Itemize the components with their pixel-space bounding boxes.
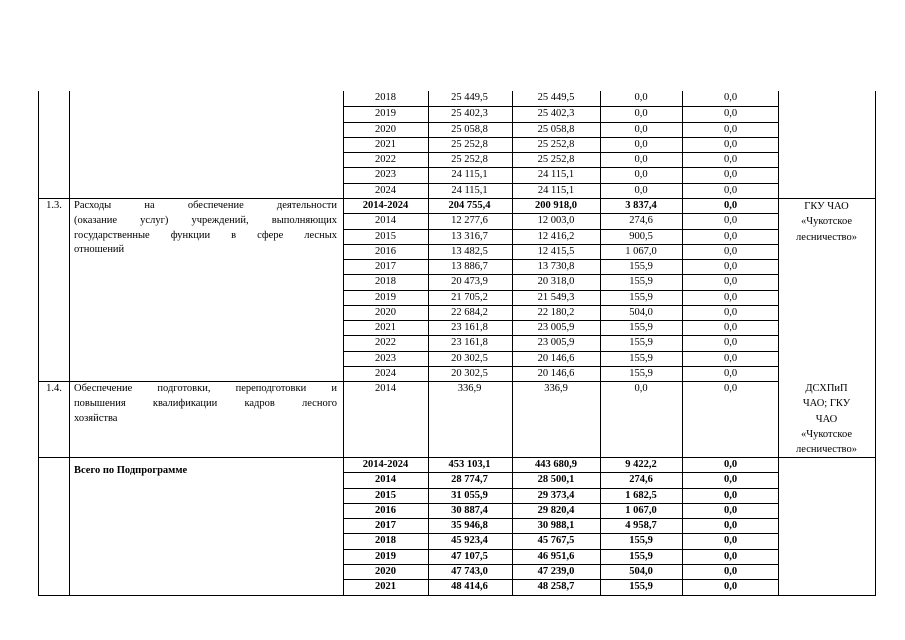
table-row bbox=[344, 183, 779, 199]
funding-b-cell: 900,5 bbox=[629, 230, 653, 242]
table-row bbox=[344, 229, 779, 245]
table-row bbox=[344, 503, 779, 519]
year-cell: 2016 bbox=[375, 504, 396, 516]
year-cell: 2020 bbox=[375, 123, 396, 135]
funding-b-cell: 0,0 bbox=[634, 108, 648, 120]
funding-a-cell: 29 373,4 bbox=[537, 489, 575, 501]
funding-c-cell: 0,0 bbox=[723, 123, 738, 135]
funding-b-cell: 155,9 bbox=[629, 337, 653, 349]
description-line: повышения квалификации кадров лесного bbox=[74, 397, 337, 409]
table-row bbox=[344, 366, 779, 382]
funding-b-cell: 3 837,4 bbox=[625, 200, 657, 211]
year-cell: 2014 bbox=[375, 215, 396, 227]
funding-c-cell: 0,0 bbox=[723, 261, 738, 272]
executor-line: «Чукотское bbox=[801, 428, 852, 440]
funding-c-cell: 0,0 bbox=[723, 306, 738, 318]
funding-c-cell: 0,0 bbox=[723, 383, 738, 394]
year-cell: 2020 bbox=[375, 565, 396, 577]
funding-a-cell: 23 005,9 bbox=[537, 337, 575, 349]
total-cell: 25 402,3 bbox=[451, 108, 488, 120]
budget-table bbox=[38, 91, 876, 596]
year-cell: 2018 bbox=[375, 276, 396, 288]
funding-a-cell: 25 252,8 bbox=[537, 138, 575, 150]
section-description bbox=[74, 199, 337, 258]
table-row bbox=[344, 244, 779, 260]
funding-c-cell: 0,0 bbox=[723, 550, 738, 562]
funding-a-cell: 28 500,1 bbox=[537, 474, 575, 486]
funding-c-cell: 0,0 bbox=[723, 520, 738, 531]
year-cell: 2021 bbox=[375, 138, 396, 150]
year-cell: 2014 bbox=[375, 474, 396, 486]
total-cell: 20 473,9 bbox=[451, 276, 488, 288]
executor-line: «Чукотское bbox=[801, 216, 852, 228]
table-row bbox=[344, 259, 779, 275]
funding-c-cell: 0,0 bbox=[723, 322, 738, 333]
total-cell: 23 161,8 bbox=[451, 337, 488, 349]
total-cell: 336,9 bbox=[457, 383, 482, 394]
year-cell: 2017 bbox=[375, 520, 396, 531]
description-line: хозяйства bbox=[74, 412, 118, 424]
funding-b-cell: 504,0 bbox=[629, 306, 653, 318]
table-row bbox=[344, 335, 779, 351]
total-cell: 12 277,6 bbox=[451, 215, 488, 227]
section-number: 1.4. bbox=[46, 383, 62, 394]
total-cell: 28 774,7 bbox=[451, 474, 488, 486]
funding-b-cell: 155,9 bbox=[629, 276, 653, 288]
year-cell: 2015 bbox=[375, 230, 396, 242]
funding-b-cell: 155,9 bbox=[629, 322, 653, 333]
funding-c-cell: 0,0 bbox=[723, 291, 738, 303]
funding-a-cell: 12 003,0 bbox=[537, 215, 575, 227]
funding-b-cell: 4 958,7 bbox=[625, 520, 657, 531]
funding-b-cell: 155,9 bbox=[629, 261, 653, 272]
funding-a-cell: 29 820,4 bbox=[537, 504, 575, 516]
funding-c-cell: 0,0 bbox=[723, 337, 738, 349]
year-cell: 2018 bbox=[375, 92, 396, 103]
year-cell: 2019 bbox=[375, 550, 396, 562]
funding-a-cell: 22 180,2 bbox=[537, 306, 575, 318]
year-cell: 2023 bbox=[375, 352, 396, 364]
year-cell: 2021 bbox=[375, 322, 396, 333]
funding-b-cell: 0,0 bbox=[634, 169, 648, 181]
funding-a-cell: 21 549,3 bbox=[537, 291, 575, 303]
table-row bbox=[344, 91, 779, 106]
executor-line: лесничество» bbox=[796, 444, 857, 456]
funding-c-cell: 0,0 bbox=[723, 230, 738, 242]
funding-c-cell: 0,0 bbox=[723, 200, 738, 211]
total-cell: 20 302,5 bbox=[451, 352, 488, 364]
funding-c-cell: 0,0 bbox=[723, 92, 738, 103]
executor-line: ЧАО; ГКУ bbox=[802, 398, 851, 410]
table-row bbox=[344, 167, 779, 183]
funding-c-cell: 0,0 bbox=[723, 215, 738, 227]
funding-c-cell: 0,0 bbox=[723, 184, 738, 196]
year-cell: 2024 bbox=[375, 184, 396, 196]
funding-a-cell: 45 767,5 bbox=[537, 535, 575, 547]
funding-a-cell: 48 258,7 bbox=[537, 581, 575, 592]
table-row bbox=[344, 579, 779, 595]
section-description bbox=[74, 382, 337, 426]
funding-a-cell: 20 146,6 bbox=[537, 367, 575, 379]
year-cell: 2014-2024 bbox=[362, 200, 409, 211]
year-cell: 2016 bbox=[375, 245, 396, 257]
funding-b-cell: 155,9 bbox=[629, 352, 653, 364]
funding-c-cell: 0,0 bbox=[723, 154, 738, 165]
executor-line: ЧАО bbox=[815, 413, 838, 425]
table-row bbox=[344, 198, 779, 214]
total-cell: 22 684,2 bbox=[451, 306, 488, 318]
funding-a-cell: 30 988,1 bbox=[537, 520, 575, 531]
year-cell: 2019 bbox=[375, 108, 396, 120]
total-cell: 25 252,8 bbox=[451, 138, 488, 150]
description-line: (оказание услуг) учреждений, выполняющих bbox=[74, 214, 337, 226]
table-row bbox=[344, 137, 779, 153]
funding-c-cell: 0,0 bbox=[723, 565, 738, 577]
total-cell: 31 055,9 bbox=[451, 489, 488, 501]
total-cell: 23 161,8 bbox=[451, 322, 488, 333]
total-cell: 13 316,7 bbox=[451, 230, 488, 242]
table-row bbox=[344, 152, 779, 168]
funding-a-cell: 25 058,8 bbox=[537, 123, 575, 135]
funding-b-cell: 0,0 bbox=[634, 123, 648, 135]
description-line: Расходы на обеспечение деятельности bbox=[74, 200, 337, 211]
year-cell: 2019 bbox=[375, 291, 396, 303]
table-row bbox=[344, 381, 779, 458]
table-row bbox=[344, 488, 779, 504]
table-row bbox=[344, 351, 779, 367]
funding-a-cell: 47 239,0 bbox=[537, 565, 575, 577]
executor-line: ГКУ ЧАО bbox=[804, 201, 849, 212]
funding-b-cell: 504,0 bbox=[629, 565, 653, 577]
total-cell: 13 886,7 bbox=[451, 261, 488, 272]
funding-b-cell: 0,0 bbox=[634, 184, 648, 196]
funding-c-cell: 0,0 bbox=[723, 276, 738, 288]
table-row bbox=[344, 564, 779, 580]
funding-b-cell: 1 067,0 bbox=[625, 245, 657, 257]
executor-line: ДСХПиП bbox=[805, 383, 848, 394]
table-row bbox=[344, 533, 779, 549]
funding-a-cell: 23 005,9 bbox=[537, 322, 575, 333]
funding-b-cell: 155,9 bbox=[629, 291, 653, 303]
year-cell: 2022 bbox=[375, 337, 396, 349]
total-cell: 25 252,8 bbox=[451, 154, 488, 165]
executor-cell bbox=[779, 199, 874, 245]
funding-b-cell: 155,9 bbox=[629, 550, 653, 562]
year-cell: 2014-2024 bbox=[362, 459, 409, 470]
total-cell: 35 946,8 bbox=[451, 520, 488, 531]
funding-a-cell: 336,9 bbox=[544, 383, 568, 394]
table-row bbox=[344, 472, 779, 488]
funding-a-cell: 25 402,3 bbox=[537, 108, 575, 120]
executor-line: лесничество» bbox=[796, 231, 857, 243]
funding-b-cell: 1 067,0 bbox=[625, 504, 657, 516]
funding-b-cell: 0,0 bbox=[634, 92, 648, 103]
table-row bbox=[344, 549, 779, 565]
funding-a-cell: 24 115,1 bbox=[537, 169, 575, 181]
total-cell: 24 115,1 bbox=[451, 169, 488, 181]
total-cell: 25 058,8 bbox=[451, 123, 488, 135]
funding-a-cell: 24 115,1 bbox=[537, 184, 575, 196]
table-row bbox=[344, 290, 779, 306]
description-line: Обеспечение подготовки, переподготовки и bbox=[74, 383, 337, 394]
table-row bbox=[344, 457, 779, 473]
funding-a-cell: 20 146,6 bbox=[537, 352, 575, 364]
year-cell: 2023 bbox=[375, 169, 396, 181]
funding-b-cell: 274,6 bbox=[629, 215, 653, 227]
funding-a-cell: 12 415,5 bbox=[537, 245, 575, 257]
executor-cell bbox=[779, 381, 874, 457]
funding-c-cell: 0,0 bbox=[723, 245, 738, 257]
year-cell: 2014 bbox=[375, 383, 396, 394]
year-cell: 2021 bbox=[375, 581, 396, 592]
year-cell: 2018 bbox=[375, 535, 396, 547]
funding-b-cell: 274,6 bbox=[629, 474, 653, 486]
funding-a-cell: 443 680,9 bbox=[535, 459, 577, 470]
funding-c-cell: 0,0 bbox=[723, 367, 738, 379]
funding-c-cell: 0,0 bbox=[723, 535, 738, 547]
funding-c-cell: 0,0 bbox=[723, 504, 738, 516]
funding-c-cell: 0,0 bbox=[723, 352, 738, 364]
funding-c-cell: 0,0 bbox=[723, 489, 738, 501]
description-line: отношений bbox=[74, 244, 125, 256]
total-cell: 48 414,6 bbox=[451, 581, 488, 592]
total-cell: 13 482,5 bbox=[451, 245, 488, 257]
year-cell: 2024 bbox=[375, 367, 396, 379]
table-row bbox=[344, 106, 779, 122]
funding-b-cell: 0,0 bbox=[634, 383, 648, 394]
section-number: 1.3. bbox=[46, 200, 62, 211]
funding-c-cell: 0,0 bbox=[723, 138, 738, 150]
table-row bbox=[344, 213, 779, 229]
total-cell: 24 115,1 bbox=[451, 184, 488, 196]
table-row bbox=[344, 274, 779, 290]
total-cell: 20 302,5 bbox=[451, 367, 488, 379]
total-cell: 47 743,0 bbox=[451, 565, 488, 577]
funding-a-cell: 12 416,2 bbox=[537, 230, 575, 242]
funding-c-cell: 0,0 bbox=[723, 459, 738, 470]
funding-b-cell: 9 422,2 bbox=[625, 459, 657, 470]
funding-a-cell: 13 730,8 bbox=[537, 261, 575, 272]
col-border bbox=[69, 91, 70, 595]
funding-c-cell: 0,0 bbox=[723, 581, 738, 592]
total-cell: 45 923,4 bbox=[451, 535, 488, 547]
funding-a-cell: 46 951,6 bbox=[537, 550, 575, 562]
year-cell: 2017 bbox=[375, 261, 396, 272]
funding-b-cell: 155,9 bbox=[629, 581, 653, 592]
funding-a-cell: 25 449,5 bbox=[537, 92, 575, 103]
funding-b-cell: 0,0 bbox=[634, 138, 648, 150]
table-row bbox=[344, 305, 779, 321]
funding-c-cell: 0,0 bbox=[723, 169, 738, 181]
total-cell: 21 705,2 bbox=[451, 291, 488, 303]
total-cell: 30 887,4 bbox=[451, 504, 488, 516]
table-row bbox=[344, 122, 779, 138]
section-border bbox=[39, 457, 344, 458]
total-cell: 47 107,5 bbox=[451, 550, 488, 562]
year-cell: 2020 bbox=[375, 306, 396, 318]
funding-a-cell: 20 318,0 bbox=[537, 276, 575, 288]
funding-a-cell: 25 252,8 bbox=[537, 154, 575, 165]
funding-c-cell: 0,0 bbox=[723, 474, 738, 486]
funding-b-cell: 1 682,5 bbox=[625, 489, 657, 501]
table-row bbox=[344, 320, 779, 336]
total-label: Всего по Подпрограмме bbox=[74, 465, 188, 476]
total-cell: 204 755,4 bbox=[448, 200, 491, 211]
funding-b-cell: 0,0 bbox=[634, 154, 648, 165]
total-cell: 25 449,5 bbox=[451, 92, 488, 103]
funding-c-cell: 0,0 bbox=[723, 108, 738, 120]
funding-b-cell: 155,9 bbox=[629, 535, 653, 547]
funding-a-cell: 200 918,0 bbox=[535, 200, 577, 211]
total-cell: 453 103,1 bbox=[448, 459, 491, 470]
year-cell: 2022 bbox=[375, 154, 396, 165]
description-line: государственные функции в сфере лесных bbox=[74, 229, 337, 241]
table-row bbox=[344, 518, 779, 534]
year-cell: 2015 bbox=[375, 489, 396, 501]
funding-b-cell: 155,9 bbox=[629, 367, 653, 379]
